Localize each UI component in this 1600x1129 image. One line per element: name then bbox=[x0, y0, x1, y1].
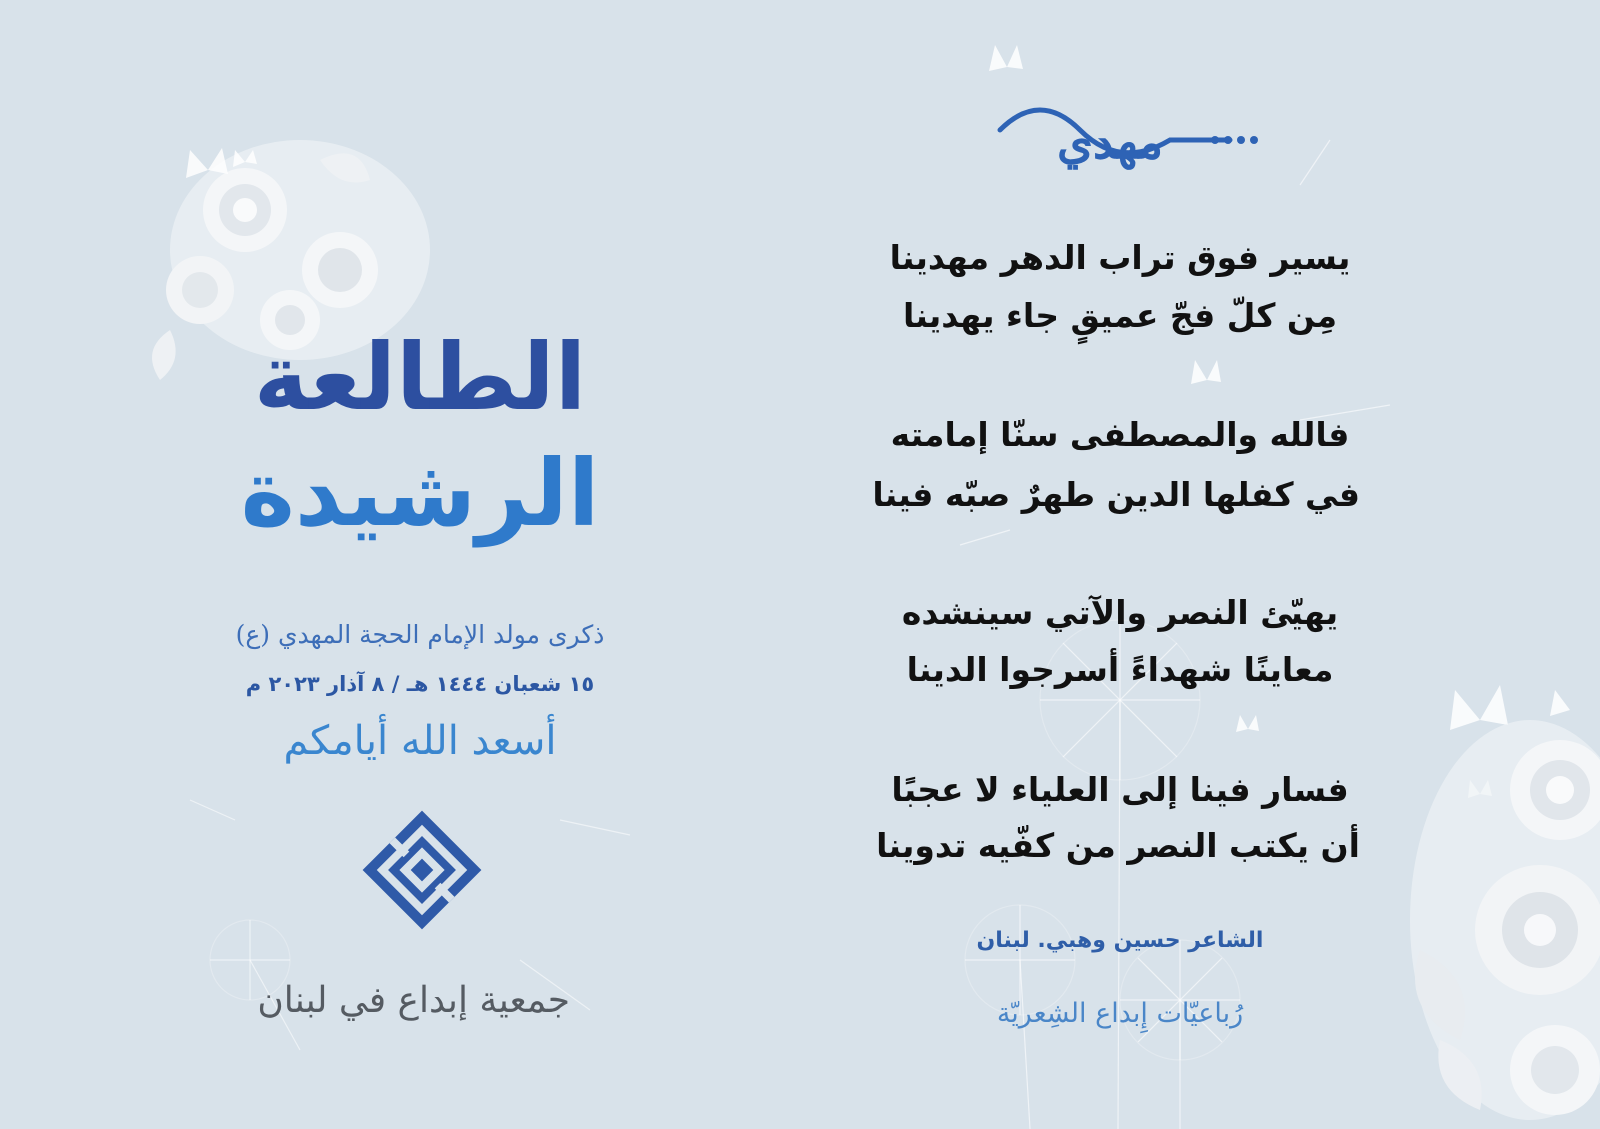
verse-line-2: مِن كلّ فجّ عميقٍ جاء يهدينا bbox=[902, 296, 1338, 335]
title-line-2: الرشيدة bbox=[240, 440, 600, 547]
verse-line-6: معاينًا شهداءً أسرجوا الدينا bbox=[906, 650, 1334, 689]
verse-line-4: في كفلها الدين طهرٌ صبّه فينا bbox=[872, 475, 1360, 514]
verse-line-1: يسير فوق تراب الدهر مهدينا bbox=[889, 238, 1351, 277]
page-title bbox=[185, 320, 655, 552]
verse-line-7: فسار فينا إلى العلياء لا عجبًا bbox=[891, 770, 1349, 809]
occasion-text: ذكرى مولد الإمام الحجة المهدي (ع) bbox=[235, 620, 605, 649]
header-logo: مهدي bbox=[1057, 115, 1163, 169]
verse-line-3: فالله والمصطفى سنّا إمامته bbox=[890, 415, 1350, 454]
flower-bouquet-icon bbox=[1410, 720, 1600, 1120]
blessing-text: أسعد الله أيامكم bbox=[283, 718, 557, 764]
poet-credit: الشاعر حسين وهبي. لبنان bbox=[976, 928, 1264, 953]
dandelion-icon bbox=[960, 140, 1390, 1129]
verse-line-8: أن يكتب النصر من كفّيه تدوينا bbox=[876, 826, 1360, 865]
title-line-1: الطالعة bbox=[253, 324, 587, 431]
kufic-square-logo-icon bbox=[363, 811, 482, 930]
date-text: ١٥ شعبان ١٤٤٤ هـ / ٨ آذار ٢٠٢٣ م bbox=[245, 672, 595, 696]
series-name: رُباعيّات إِبداع الشِعريّة bbox=[996, 998, 1244, 1029]
verse-line-5: يهيّئ النصر والآتي سينشده bbox=[901, 593, 1339, 632]
organization-name: جمعية إبداع في لبنان bbox=[257, 980, 570, 1021]
